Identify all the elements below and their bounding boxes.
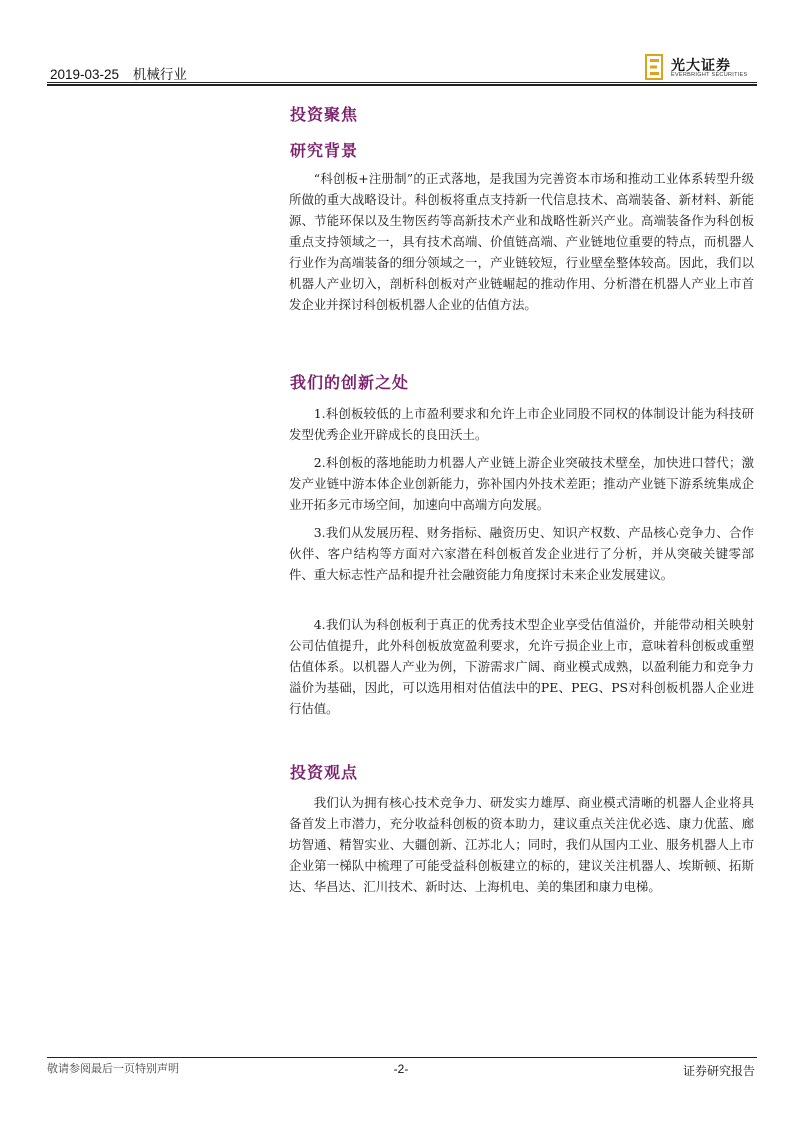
logo-mark-icon <box>645 54 667 80</box>
innovation-item-4: 4.我们认为科创板利于真正的优秀技术型企业享受估值溢价，并能带动相关映射公司估值提升，此外科创板放宽盈利要求，允许亏损企业上市，意味着科创板或重塑估值体系。以机器人产业为例，下游需求广阔、商业模式成熟，以盈利能力和竞争力溢价为基础，因此，可以选用相对估值法中的PE、PEG、PS对科创板机器人企业进行估值。 <box>289 617 754 716</box>
header-text <box>50 63 187 83</box>
page-number: -2- <box>393 1062 409 1076</box>
view-title: 投资观点 <box>290 763 359 782</box>
report-date: 2019-03-25 <box>50 67 120 82</box>
footer-disclaimer: 敬请参阅最后一页特别声明 <box>47 1063 179 1075</box>
industry-label: 机械行业 <box>132 67 187 82</box>
logo-name-cn: 光大证券 <box>671 58 731 74</box>
footer-report-type: 证券研究报告 <box>682 1064 755 1078</box>
footer-rule <box>47 1057 757 1058</box>
innovation-item-2: 2.科创板的落地能助力机器人产业链上游企业突破技术壁垒，加快进口替代；激发产业链中游本体企业创新能力，弥补国内外技术差距；推动产业链下游系统集成企业开拓多元市场空间，加速向中高端方向发展。 <box>289 455 754 512</box>
header-rule <box>47 82 757 83</box>
background-paragraph: “科创板+注册制”的正式落地，是我国为完善资本市场和推动工业体系转型升级所做的重大战略设计。科创板将重点支持新一代信息技术、高端装备、新材料、新能源、节能环保以及生物医药等高新技术产业和战略性新兴产业。高端装备作为科创板重点支持领域之一，具有技术高端、价值链高端、产业链地位重要的特点，而机器人行业作为高端装备的细分领域之一，产业链较短，行业壁垒整体较高。因此，我们以机器人产业切入，剖析科创板对产业链崛起的推动作用、分析潜在机器人产业上市首发企业并探讨科创板机器人企业的估值方法。 <box>289 171 754 312</box>
logo-name-en: EVERBRIGHT SECURITIES <box>671 72 748 78</box>
header-rule-thick <box>47 84 757 86</box>
page-header <box>47 54 757 82</box>
focus-title: 投资聚焦 <box>290 105 359 124</box>
innovation-item-1: 1.科创板较低的上市盈利要求和允许上市企业同股不同权的体制设计能为科技研发型优秀企业开辟成长的良田沃土。 <box>289 406 754 442</box>
innovation-title: 我们的创新之处 <box>290 373 410 392</box>
innovation-item-3: 3.我们从发展历程、财务指标、融资历史、知识产权数、产品核心竞争力、合作伙伴、客户结构等方面对六家潜在科创板首发企业进行了分析，并从突破关键零部件、重大标志性产品和提升社会融资能力角度探讨未来企业发展建议。 <box>289 525 754 582</box>
view-paragraph: 我们认为拥有核心技术竞争力、研发实力雄厚、商业模式清晰的机器人企业将具备首发上市潜力，充分收益科创板的资本助力，建议重点关注优必选、康力优蓝、廊坊智通、精智实业、大疆创新、江苏北人；同时，我们从国内工业、服务机器人上市企业第一梯队中梳理了可能受益科创板建立的标的，建议关注机器人、埃斯顿、拓斯达、华昌达、汇川技术、新时达、上海机电、美的集团和康力电梯。 <box>289 795 754 894</box>
everbright-logo <box>645 54 757 80</box>
background-title: 研究背景 <box>290 141 359 160</box>
